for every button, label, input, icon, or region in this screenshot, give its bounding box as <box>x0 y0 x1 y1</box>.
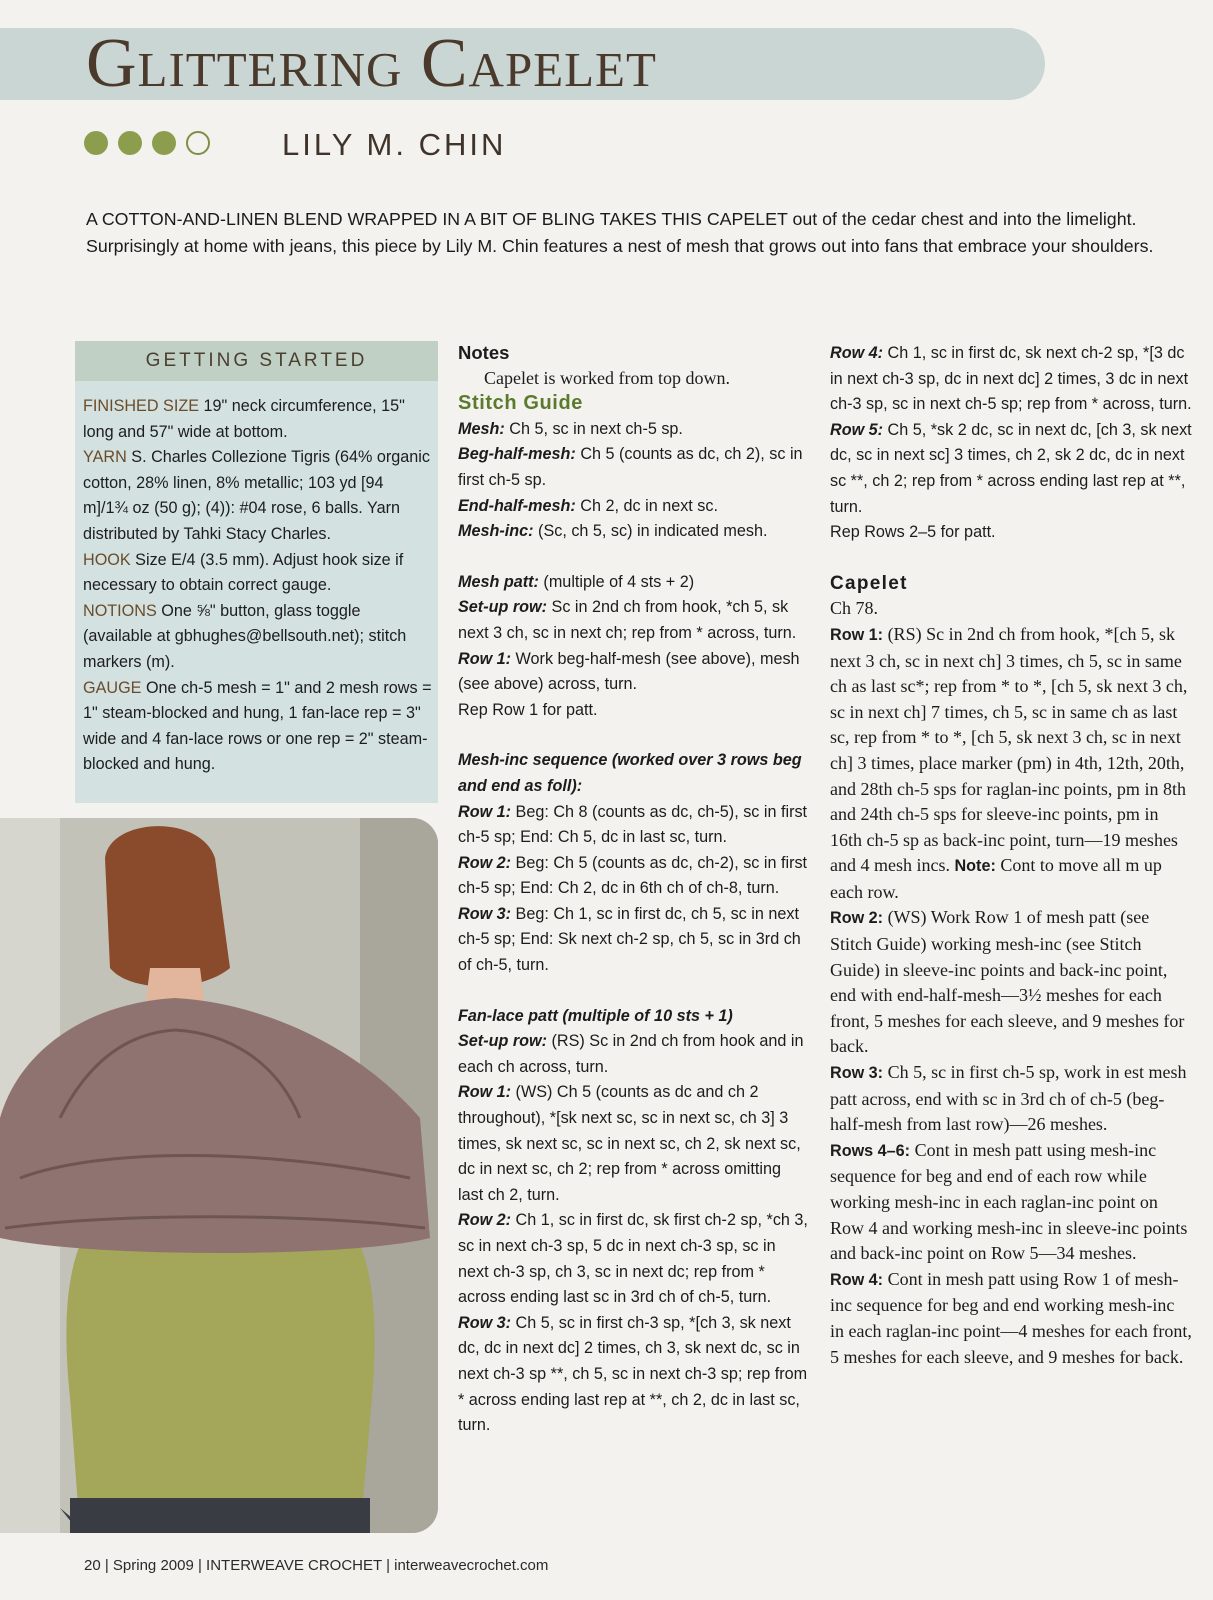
capelet-row2-entry <box>830 905 1192 1060</box>
mesh-inc-row3-label: Row 3: <box>458 904 512 923</box>
capelet-note-label: Note: <box>954 857 996 876</box>
mesh-patt-text: (multiple of 4 sts + 2) <box>538 572 695 591</box>
fan-lace-row2-entry <box>458 1208 808 1310</box>
fan-lace-row1-text: (WS) Ch 5 (counts as dc and ch 2 throughout), *[sk next sc, sc in next sc, ch 3] 3 times, sk next sc, sc in next sc, ch 2, sk next sc, dc in next sc, ch 2; rep from * across omitting last ch 2, turn. <box>458 1083 801 1204</box>
hook-label: HOOK <box>83 550 131 569</box>
beg-half-mesh-text: Ch 5 (counts as dc, ch 2), sc in first ch-5 sp. <box>458 445 803 489</box>
mesh-inc-row3-entry <box>458 902 808 979</box>
yarn-text: S. Charles Collezione Tigris (64% organic cotton, 28% linen, 8% metallic; 103 yd [94 m]/1¾ oz (50 g); (4)): #04 rose, 6 balls. Yarn distributed by Tahki Stacy Charles. <box>83 448 430 543</box>
author-byline: LILY M. CHIN <box>282 127 507 162</box>
capelet-heading: Capelet <box>830 572 908 594</box>
skill-dot-filled-icon <box>152 131 176 155</box>
end-half-mesh-label: End-half-mesh: <box>458 496 576 515</box>
mesh-entry <box>458 417 808 443</box>
capelet-row4-text: Cont in mesh patt using Row 1 of mesh-inc sequence for beg and end working mesh-inc in each raglan-inc point—4 meshes for each front, 5 meshes for each sleeve, and 9 meshes for back. <box>830 1268 1192 1367</box>
capelet-row2-label: Row 2: <box>830 909 884 928</box>
capelet-row4-entry <box>830 1267 1192 1370</box>
fan-lace-row4-text: Ch 1, sc in first dc, sk next ch-2 sp, *[3 dc in next ch-3 sp, dc in next dc] 2 times, 3 dc in next ch-3 sp, sc in next ch-5 sp; rep from * across, turn. <box>830 344 1192 414</box>
finished-size-text: 19" neck circumference, 15" long and 57" wide at bottom. <box>83 397 405 441</box>
fan-lace-setup-label: Set-up row: <box>458 1032 548 1051</box>
photo-illustration <box>0 818 438 1533</box>
gauge-label: GAUGE <box>83 678 142 697</box>
gauge-text: One ch-5 mesh = 1" and 2 mesh rows = 1" steam-blocked and hung, 1 fan-lace rep = 3" wide and 4 fan-lace rows or one rep = 2" steam-blocked and hung. <box>83 678 432 774</box>
mesh-inc-entry <box>458 519 808 545</box>
page-footer: 20 | Spring 2009 | INTERWEAVE CROCHET | interweavecrochet.com <box>84 1557 549 1574</box>
page-title: Glittering Capelet <box>86 25 657 102</box>
mesh-patt-label: Mesh patt: <box>458 572 539 591</box>
mesh-patt-setup-entry <box>458 595 808 646</box>
mesh-inc-text: (Sc, ch 5, sc) in indicated mesh. <box>533 522 768 541</box>
notions-text: One ⅝" button, glass toggle (available at gbhughes@bellsouth.net); stitch markers (m). <box>83 601 407 671</box>
mesh-patt-setup-label: Set-up row: <box>458 598 548 617</box>
fan-lace-row5-text: Ch 5, *sk 2 dc, sc in next dc, [ch 3, sk next dc, sc in next sc] 3 times, ch 2, sk 2 dc, dc in next sc **, ch 2; rep from * across ending last rep at **, turn. <box>830 420 1192 516</box>
notions-entry <box>83 599 432 676</box>
fan-lace-row5-label: Row 5: <box>830 420 884 439</box>
capelet-chain: Ch 78. <box>830 598 879 619</box>
yarn-label: YARN <box>83 448 127 467</box>
fan-lace-row1-label: Row 1: <box>458 1083 512 1102</box>
notes-text: Capelet is worked from top down. <box>484 367 730 388</box>
mesh-patt-rep: Rep Row 1 for patt. <box>458 700 598 719</box>
capelet-rows46-entry <box>830 1138 1192 1267</box>
fan-lace-row5-entry <box>830 418 1192 520</box>
capelet-row1-text: (RS) Sc in 2nd ch from hook, *[ch 5, sk next 3 ch, sc in next ch] 3 times, ch 5, sc in same ch as last sc*; rep from * to *, [ch 5, sk next 3 ch, sc in next ch] 7 times, ch 5, sc in same ch as last sc, rep from * to *, [ch 5, sk next 3 ch, sc in next ch] 3 times, place marker (pm) in 4th, 12th, 20th, and 28th ch-5 sps for raglan-inc points, pm in 8th and 24th ch-5 sps for sleeve-inc points, pm in 16th ch-5 sp as back-inc point, turn—19 meshes and 4 mesh incs. <box>830 623 1188 876</box>
fan-lace-row4-label: Row 4: <box>830 344 884 362</box>
finished-size-entry <box>83 394 432 445</box>
fan-lace-rep: Rep Rows 2–5 for patt. <box>830 523 996 542</box>
capelet-row1-entry <box>830 622 1192 906</box>
end-half-mesh-text: Ch 2, dc in next sc. <box>575 496 718 515</box>
capelet-row3-text: Ch 5, sc in first ch-5 sp, work in est mesh patt across, end with sc in 3rd ch of ch-5 (beg-half-mesh from last row)—26 meshes. <box>830 1062 1187 1135</box>
skill-dot-empty-icon <box>186 131 210 155</box>
fan-lace-row3-text: Ch 5, sc in first ch-3 sp, *[ch 3, sk next dc, dc in next dc] 2 times, ch 3, sk next dc, sc in next ch-3 sp **, ch 5, sc in next ch-3 sp; rep from * across ending last rep at **, ch 2, dc in last sc, turn. <box>458 1313 808 1435</box>
fan-lace-row3-label: Row 3: <box>458 1313 512 1332</box>
beg-half-mesh-label: Beg-half-mesh: <box>458 445 576 464</box>
mesh-patt-entry <box>458 570 808 596</box>
fan-lace-row4-entry <box>830 341 1192 418</box>
stitch-guide-heading: Stitch Guide <box>458 392 583 415</box>
mesh-text: Ch 5, sc in next ch-5 sp. <box>504 419 683 438</box>
fan-lace-heading: Fan-lace patt (multiple of 10 sts + 1) <box>458 1006 733 1025</box>
fan-lace-row1-entry <box>458 1080 808 1208</box>
fan-lace-row2-label: Row 2: <box>458 1211 512 1230</box>
mesh-inc-label: Mesh-inc: <box>458 522 534 541</box>
capelet-row1-label: Row 1: <box>830 625 884 644</box>
finished-size-label: FINISHED SIZE <box>83 397 200 415</box>
mesh-inc-row1-entry <box>458 800 808 851</box>
mesh-inc-row3-text: Beg: Ch 1, sc in first dc, ch 5, sc in next ch-5 sp; End: Sk next ch-2 sp, ch 5, sc in 3rd ch of ch-5, turn. <box>458 904 801 975</box>
fan-lace-row2-text: Ch 1, sc in first dc, sk first ch-2 sp, *ch 3, sc in next ch-3 sp, 5 dc in next ch-3 sp, sc in next ch-3 sp, ch 3, sc in next dc; rep from * across ending last sc in 3rd ch of ch-5, turn. <box>458 1211 808 1307</box>
intro-paragraph: A COTTON-AND-LINEN BLEND WRAPPED IN A BIT OF BLING TAKES THIS CAPELET out of the cedar chest and into the limelight. Surprisingly at home with jeans, this piece by Lily M. Chin features a nest of mesh that grows out into fans that embrace your shoulders. <box>86 209 1154 256</box>
mesh-inc-row1-text: Beg: Ch 8 (counts as dc, ch-5), sc in first ch-5 sp; End: Ch 5, dc in last sc, turn. <box>458 802 808 847</box>
getting-started-heading: GETTING STARTED <box>75 341 438 381</box>
mesh-patt-setup-text: Sc in 2nd ch from hook, *ch 5, sk next 3 ch, sc in next ch; rep from * across, turn. <box>458 598 797 642</box>
fan-lace-setup-entry <box>458 1029 808 1080</box>
gauge-entry <box>83 676 432 778</box>
capelet-rows46-text: Cont in mesh patt using mesh-inc sequence for beg and end of each row while working mesh-inc in each raglan-inc point on Row 4 and working mesh-inc in sleeve-inc points and back-inc point on Row 5—34 meshes. <box>830 1139 1188 1264</box>
model-capelet-photo <box>0 818 438 1533</box>
yarn-entry <box>83 445 432 547</box>
mesh-inc-row2-label: Row 2: <box>458 853 512 872</box>
capelet-row4-label: Row 4: <box>830 1270 884 1289</box>
notes-heading: Notes <box>458 342 510 363</box>
mesh-patt-row1-entry <box>458 647 808 698</box>
capelet-rows46-label: Rows 4–6: <box>830 1141 911 1160</box>
capelet-row3-label: Row 3: <box>830 1064 884 1083</box>
skill-level-rating <box>84 131 210 155</box>
instructions-column-2 <box>458 340 808 1439</box>
mesh-patt-row1-text: Work beg-half-mesh (see above), mesh (see above) across, turn. <box>458 649 800 694</box>
mesh-patt-row1-label: Row 1: <box>458 649 512 668</box>
mesh-inc-row2-text: Beg: Ch 5 (counts as dc, ch-2), sc in first ch-5 sp; End: Ch 2, dc in 6th ch of ch-8, turn. <box>458 853 808 898</box>
mesh-inc-sequence-heading: Mesh-inc sequence (worked over 3 rows beg and end as foll): <box>458 751 802 795</box>
mesh-label: Mesh: <box>458 419 505 438</box>
skill-dot-filled-icon <box>84 131 108 155</box>
mesh-inc-row2-entry <box>458 851 808 902</box>
capelet-row3-entry <box>830 1060 1192 1138</box>
end-half-mesh-entry <box>458 494 808 520</box>
beg-half-mesh-entry <box>458 442 808 493</box>
instructions-column-3 <box>830 341 1192 1370</box>
notions-label: NOTIONS <box>83 601 157 620</box>
fan-lace-setup-text: (RS) Sc in 2nd ch from hook and in each ch across, turn. <box>458 1032 804 1076</box>
hook-text: Size E/4 (3.5 mm). Adjust hook size if necessary to obtain correct gauge. <box>83 550 404 595</box>
skill-dot-filled-icon <box>118 131 142 155</box>
hook-entry <box>83 548 432 599</box>
mesh-inc-row1-label: Row 1: <box>458 802 512 821</box>
capelet-row2-text: (WS) Work Row 1 of mesh patt (see Stitch Guide) working mesh-inc (see Stitch Guide) in sleeve-inc points and back-inc point, end with end-half-mesh—3½ meshes for each front, 5 meshes for each sleeve, and 9 meshes for back. <box>830 907 1185 1057</box>
capelet-note-text: Cont to move all m up each row. <box>830 855 1162 902</box>
getting-started-box <box>75 341 438 803</box>
fan-lace-row3-entry <box>458 1311 808 1439</box>
